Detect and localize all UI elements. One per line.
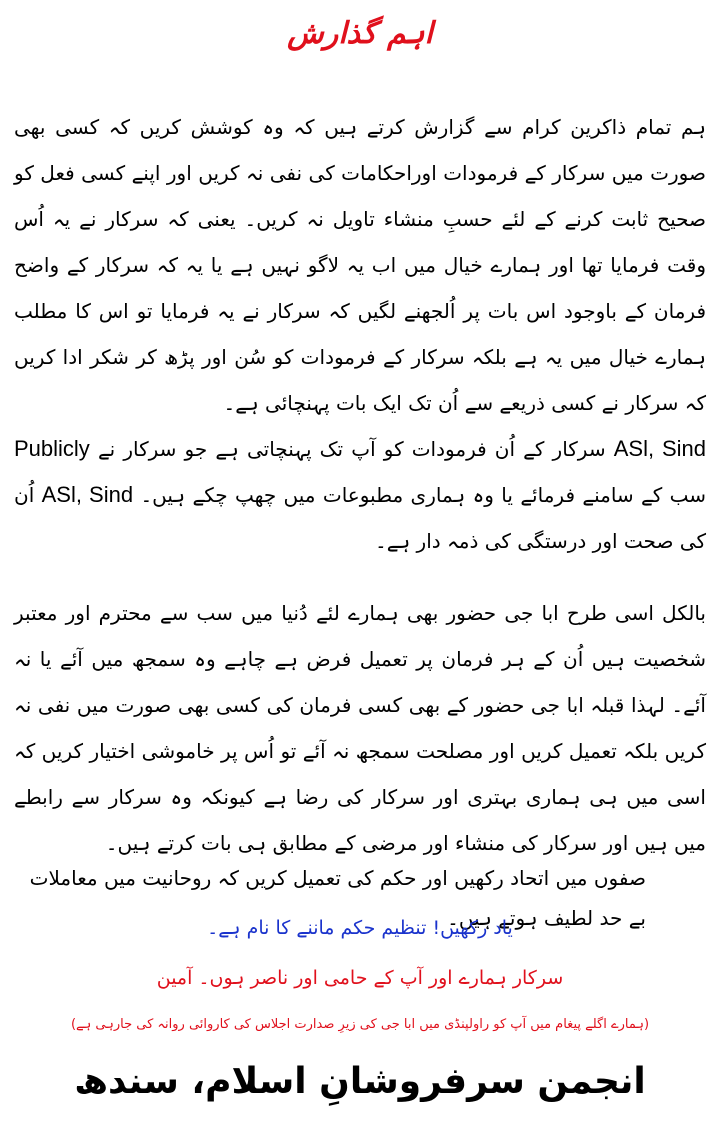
paragraph-aba-ji: بالکل اسی طرح ابا جی حضور بھی ہمارے لئے دُنیا میں سب سے محترم اور معتبر شخصیت ہیں اُن کے ہر فرمان پر تعمیل فرض ہے چاہے وہ سمجھ میں آئے یا نہ آئے۔ لہذا قبلہ ابا جی حضور کے بھی کسی فرمان کی کسی بھی صورت میں نفی نہ کریں بلکہ تعمیل کریں اور مصلحت سمجھ نہ آئے تو اُس پر خاموشی اختیار کریں کہ اسی میں ہی ہماری بہتری اور سرکار کی رضا ہے کیونکہ وہ سرکار سے رابطے میں ہیں اور سرکار کی منشاء اور مرضی کے مطابق ہی بات کرتے ہیں۔ — [14, 601, 706, 855]
publicly-label: Publicly — [14, 436, 90, 461]
paragraph-asl-sind-part2: سب کے سامنے فرمائے یا وہ ہماری مطبوعات میں چھپ چکے ہیں۔ — [140, 483, 707, 507]
paragraph-asl-sind-part1: سرکار کے اُن فرمودات کو آپ تک پہنچاتی ہے جو سرکار نے — [97, 437, 606, 461]
meeting-note: (ہمارے اگلے پیغام میں آپ کو راولپنڈی میں ابا جی کی زیرِ صدارت اجلاس کی کاروائی روانہ کی جارہی ہے) — [70, 1017, 650, 1032]
asl-sind-label: ASl, Sind — [613, 436, 707, 461]
prayer-line: سرکار ہمارے اور آپ کے حامی اور ناصر ہوں۔ آمین — [156, 967, 564, 989]
paragraph-asl-sind-part3: اُن کی صحت اور درستگی کی ذمہ دار ہے۔ — [14, 483, 706, 553]
closing-line: صفوں میں اتحاد رکھیں اور حکم کی تعمیل کریں کہ روحانیت میں معاملات بے حد لطیف ہوتے ہیں۔ — [29, 866, 646, 930]
organization-signature: انجمن سرفروشانِ اسلام، سندھ — [74, 1061, 646, 1102]
reminder-line: یاد رکھیں! تنظیم حکم ماننے کا نام ہے۔ — [207, 917, 513, 939]
asl-sind-label-2: ASl, Sind — [41, 482, 134, 507]
paragraph-asl-sind — [14, 426, 720, 564]
paragraph-instructions: ہم تمام ذاکرین کرام سے گزارش کرتے ہیں کہ وہ کوشش کریں کہ کسی بھی صورت میں سرکار کے فرمودات اوراحکامات کی نفی نہ کریں اور اپنے کسی فعل کو صحیح ثابت کرنے کے لئے حسبِ منشاء تاویل نہ کریں۔ یعنی کہ سرکار نے یہ اُس وقت فرمایا تھا اور ہمارے خیال میں اب یہ لاگو نہیں ہے یا یہ کہ سرکار کے واضح فرمان کے باوجود اس بات پر اُلجھنے لگیں کہ سرکار نے یہ فرمایا تو اس کا مطلب ہمارے خیال میں یہ ہے بلکہ سرکار کے فرمودات کو سُن اور پڑھ کر شکر ادا کریں کہ سرکار نے کسی ذریعے سے اُن تک ایک بات پہنچائی ہے۔ — [14, 115, 706, 415]
page-title: اہم گذارش — [287, 16, 433, 51]
